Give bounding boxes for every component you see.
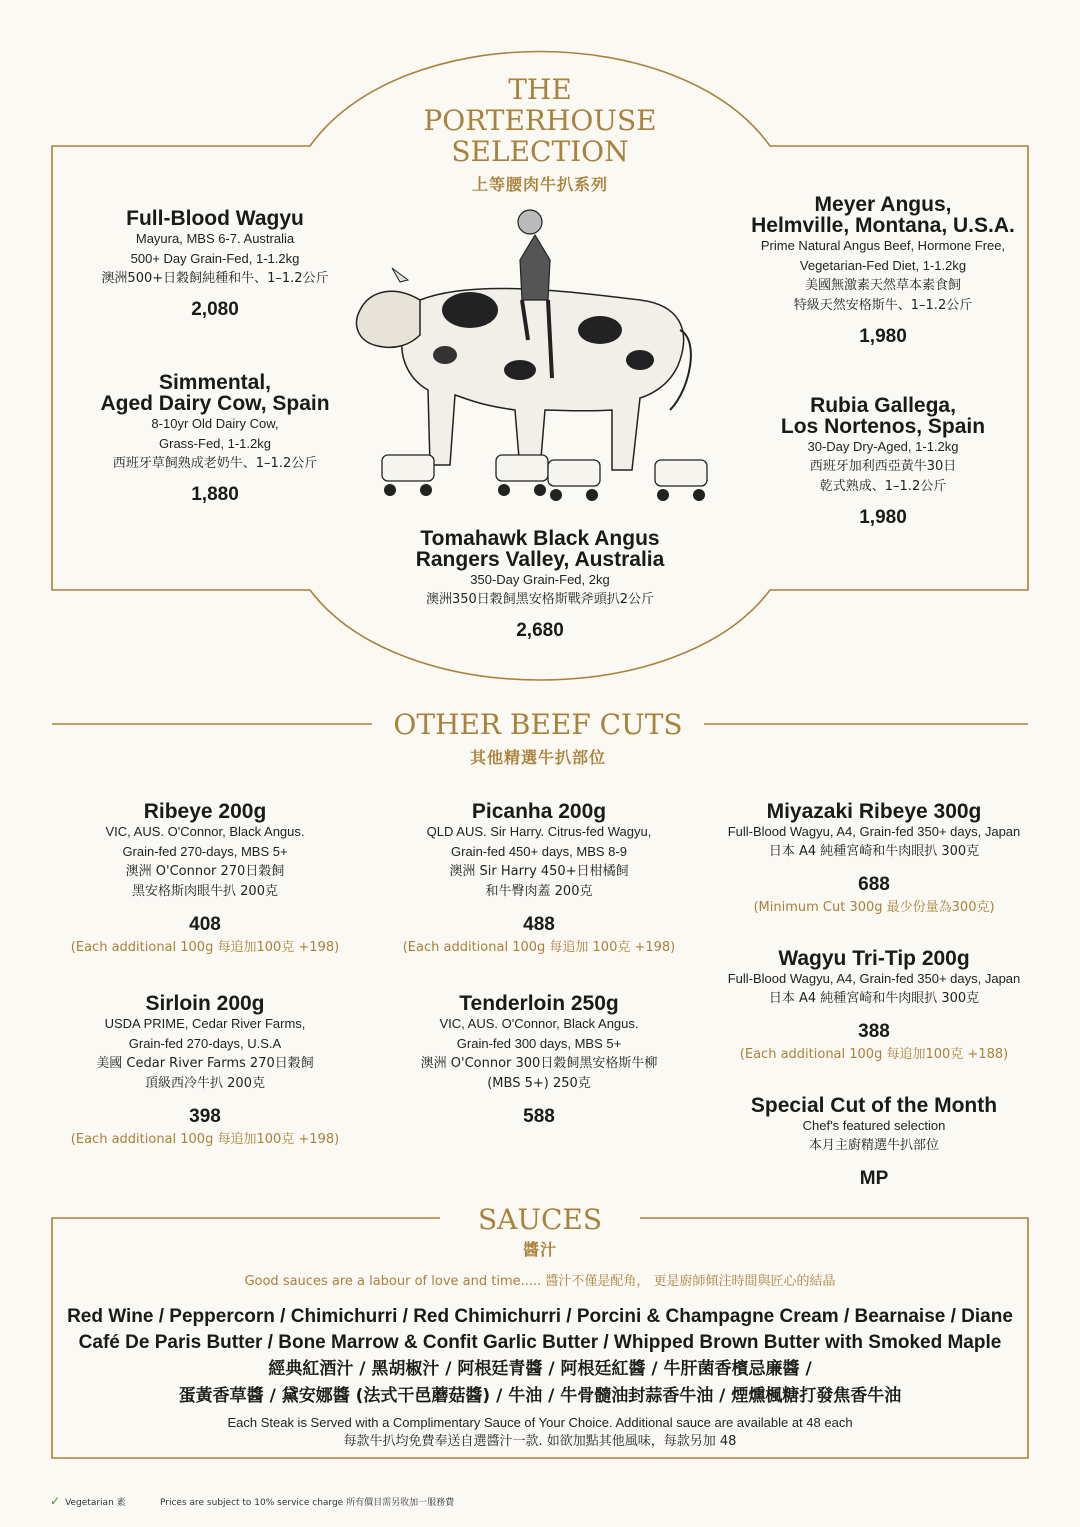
item-price: 488 (523, 914, 555, 935)
other-cuts-title: OTHER BEEF CUTS (393, 708, 683, 741)
cow-illustration (357, 210, 707, 501)
item-detail-cn: 頂級西冷牛扒 200克 (145, 1076, 265, 1091)
item-detail: Full-Blood Wagyu, A4, Grain-fed 350+ days, Japan (727, 824, 1021, 839)
item-detail: VIC, AUS. O'Connor, Black Angus. (105, 824, 305, 839)
item-detail-cn: 澳洲350日穀飼黑安格斯戰斧頭扒2公斤 (425, 592, 655, 607)
item-detail: USDA PRIME, Cedar River Farms, (104, 1016, 306, 1031)
cut-item (714, 801, 1034, 915)
porterhouse-title-cn: 上等腰肉牛扒系列 (471, 175, 608, 194)
item-name: Sirloin 200g (145, 992, 265, 1015)
footer-vegetarian (50, 1494, 126, 1508)
item-detail-cn: 澳洲 O'Connor 270日穀飼 (125, 864, 285, 879)
item-origin: Mayura, MBS 6-7. Australia (135, 231, 295, 246)
porterhouse-title (390, 74, 690, 167)
item-detail-cn: (MBS 5+) 250克 (487, 1076, 591, 1091)
item-name: Ribeye 200g (143, 800, 267, 823)
item-detail-cn: 澳洲 O'Connor 300日穀飼黑安格斯牛柳 (420, 1056, 658, 1071)
cut-item (60, 801, 350, 955)
item-detail: 350-Day Grain-Fed, 2kg (470, 572, 610, 587)
item-name: Rubia Gallega, (810, 394, 956, 417)
item-detail-cn: 西班牙加利西亞黃牛30日 (809, 459, 957, 474)
porterhouse-item (70, 372, 360, 506)
item-note: (Each additional 100g 每追加 100克 +198) (402, 940, 676, 955)
item-detail-cn: 美國無激素天然草本素食飼 (804, 278, 961, 293)
item-detail: QLD AUS. Sir Harry. Citrus-fed Wagyu, (426, 824, 652, 839)
sauces-line: Red Wine / Peppercorn / Chimichurri / Red Chimichurri / Porcini & Champagne Cream / Bearnaise / Diane (67, 1306, 1013, 1327)
item-detail: Grass-Fed, 1-1.2kg (159, 436, 271, 451)
item-price: 388 (858, 1021, 890, 1042)
item-name: Wagyu Tri-Tip 200g (778, 947, 970, 970)
item-detail: Grain-fed 300 days, MBS 5+ (456, 1036, 622, 1051)
item-name: Tenderloin 250g (459, 992, 619, 1015)
item-detail-cn: 日本 A4 純種宮崎和牛肉眼扒 300克 (768, 991, 980, 1006)
item-detail-cn: 日本 A4 純種宮崎和牛肉眼扒 300克 (768, 844, 980, 859)
item-detail-cn: 西班牙草飼熟成老奶牛、1–1.2公斤 (112, 456, 318, 471)
item-detail: 30-Day Dry-Aged, 1-1.2kg (807, 439, 959, 454)
item-note: (Minimum Cut 300g 最少份量為300克) (753, 900, 995, 915)
porterhouse-item (70, 208, 360, 321)
item-price: 1,980 (859, 507, 907, 528)
item-name: Miyazaki Ribeye 300g (766, 800, 982, 823)
other-cuts-title-cn: 其他精選牛扒部位 (469, 748, 606, 767)
item-detail-cn: 美國 Cedar River Farms 270日穀飼 (96, 1056, 314, 1071)
item-price: 2,680 (516, 620, 564, 641)
cut-item (714, 1095, 1034, 1190)
item-price: 2,080 (191, 299, 239, 320)
item-detail-cn: 澳洲500+日穀飼純種和牛、1–1.2公斤 (101, 271, 329, 286)
item-price: 1,880 (191, 484, 239, 505)
porterhouse-title-line2: PORTERHOUSE (423, 104, 657, 137)
cut-item (60, 993, 350, 1147)
porterhouse-item (380, 528, 700, 642)
sauces-line-cn: 經典紅酒汁 / 黑胡椒汁 / 阿根廷青醬 / 阿根廷紅醬 / 牛肝菌香檳忌廉醬 / (268, 1359, 812, 1379)
item-name: Full-Blood Wagyu (126, 207, 304, 230)
vegetarian-label: Vegetarian 素 (65, 1497, 126, 1508)
item-detail-cn: 黑安格斯肉眼牛扒 200克 (132, 884, 278, 899)
item-price: 588 (523, 1106, 555, 1127)
cut-item (384, 993, 694, 1128)
item-detail: 500+ Day Grain-Fed, 1-1.2kg (130, 251, 300, 266)
item-price: 688 (858, 874, 890, 895)
item-name: Meyer Angus, (814, 193, 952, 216)
item-name-line2: Los Nortenos, Spain (780, 415, 986, 438)
vegetarian-icon: ✓ (50, 1494, 61, 1508)
item-name: Simmental, (158, 371, 272, 394)
sauces-tagline: Good sauces are a labour of love and time..... 醬汁不僅是配角， 更是廚師傾注時間與匠心的結晶 (244, 1274, 836, 1289)
sauces-note-cn: 每款牛扒均免費奉送自選醬汁一款. 如欲加點其他風味，每款另加 48 (343, 1434, 737, 1449)
sauces-line-cn: 蛋黃香草醬 / 黛安娜醬 (法式干邑蘑菇醬) / 牛油 / 牛骨髓油封蒜香牛油 / 煙燻楓糖打發焦香牛油 (178, 1386, 902, 1406)
item-detail-cn: 和牛臀肉蓋 200克 (485, 884, 593, 899)
item-price: 398 (189, 1106, 221, 1127)
item-name-line2: Helmville, Montana, U.S.A. (751, 214, 1015, 237)
item-detail: Full-Blood Wagyu, A4, Grain-fed 350+ days, Japan (727, 971, 1021, 986)
item-detail: 8-10yr Old Dairy Cow, (151, 416, 279, 431)
item-name-line2: Aged Dairy Cow, Spain (100, 392, 330, 415)
item-note: (Each additional 100g 每追加100克 +198) (70, 1132, 340, 1147)
item-name: Special Cut of the Month (750, 1094, 998, 1117)
porterhouse-item (738, 395, 1028, 529)
item-detail: Chef's featured selection (802, 1118, 946, 1133)
item-note: (Each additional 100g 每追加100克 +198) (70, 940, 340, 955)
item-note: (Each additional 100g 每追加100克 +188) (739, 1047, 1009, 1062)
item-detail-cn: 澳洲 Sir Harry 450+日柑橘飼 (449, 864, 629, 879)
item-detail-cn: 本月主廚精選牛扒部位 (808, 1138, 939, 1153)
item-detail-cn: 特級天然安格斯牛、1–1.2公斤 (793, 298, 973, 313)
item-detail: Prime Natural Angus Beef, Hormone Free, (760, 238, 1006, 253)
sauces-note-en: Each Steak is Served with a Complimentary Sauce of Your Choice. Additional sauce are available at 48 each (227, 1415, 853, 1430)
item-price: MP (859, 1168, 889, 1189)
porterhouse-title-line3: SELECTION (451, 135, 629, 168)
sauces-title: SAUCES (477, 1203, 603, 1236)
item-detail: VIC, AUS. O'Connor, Black Angus. (439, 1016, 639, 1031)
porterhouse-title-line1: THE (508, 73, 572, 106)
item-name: Tomahawk Black Angus (420, 527, 660, 550)
sauces-note (60, 1413, 1020, 1451)
item-price: 408 (189, 914, 221, 935)
item-name-line2: Rangers Valley, Australia (415, 548, 665, 571)
cut-item (714, 948, 1034, 1062)
item-detail: Grain-fed 270-days, U.S.A (128, 1036, 282, 1051)
footer-service-charge: Prices are subject to 10% service charge 所有價目需另收加一服務費 (160, 1498, 455, 1508)
cut-item (384, 801, 694, 955)
item-detail: Vegetarian-Fed Diet, 1-1.2kg (799, 258, 967, 273)
sauces-list (60, 1304, 1020, 1410)
sauces-title-cn: 醬汁 (522, 1240, 557, 1259)
item-price: 1,980 (859, 326, 907, 347)
item-detail: Grain-fed 450+ days, MBS 8-9 (451, 844, 627, 859)
item-detail-cn: 乾式熟成、1–1.2公斤 (819, 479, 947, 494)
item-name: Picanha 200g (471, 800, 607, 823)
item-detail: Grain-fed 270-days, MBS 5+ (122, 844, 288, 859)
sauces-line: Café De Paris Butter / Bone Marrow & Confit Garlic Butter / Whipped Brown Butter with Smoked Maple (78, 1332, 1002, 1353)
porterhouse-item (728, 194, 1038, 348)
